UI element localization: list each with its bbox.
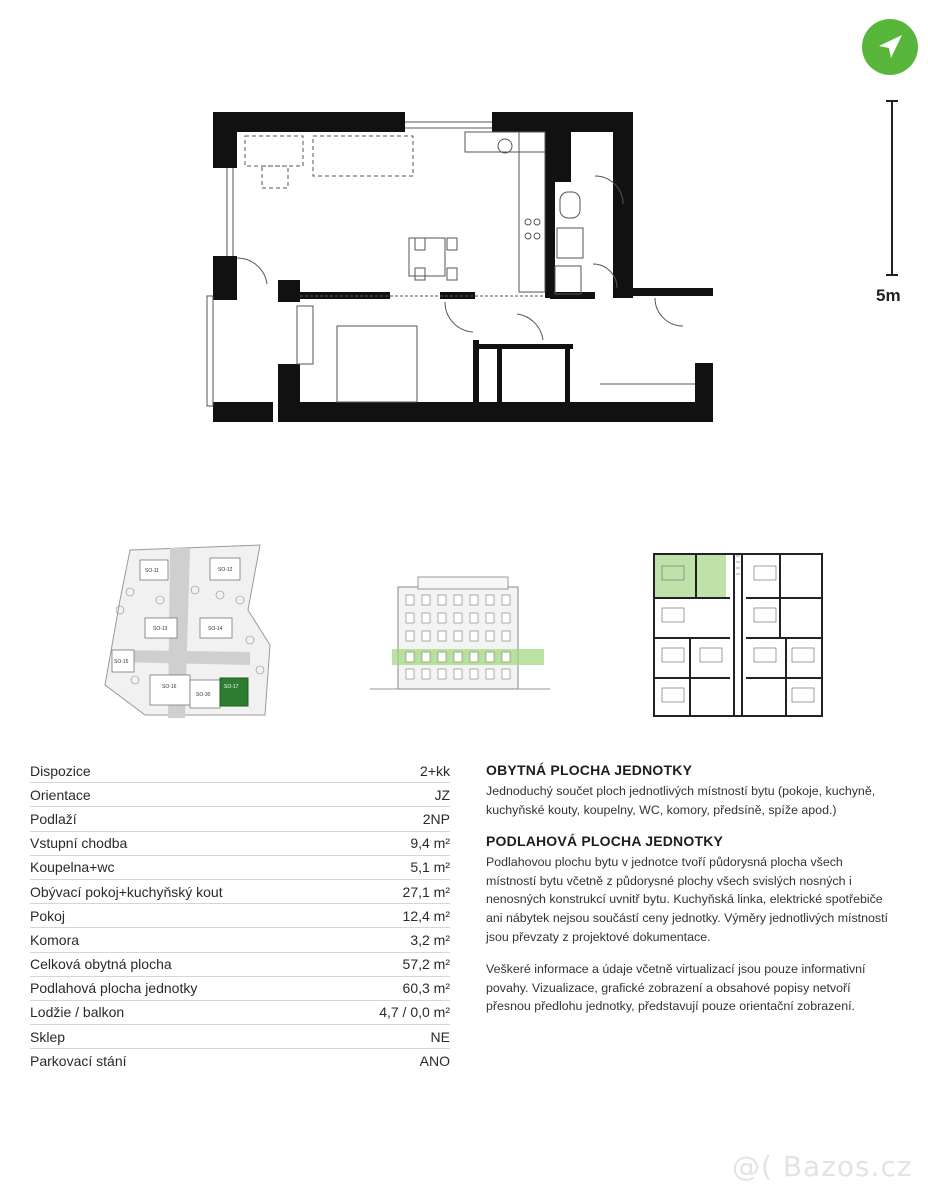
spec-value: 9,4 m² — [410, 835, 450, 852]
spec-label: Koupelna+wc — [30, 859, 115, 876]
site-label: SO-13 — [153, 626, 168, 632]
spec-row — [30, 977, 450, 1001]
site-label: SO-12 — [218, 567, 233, 573]
obytna-plocha-heading: OBYTNÁ PLOCHA JEDNOTKY — [486, 762, 693, 778]
disclaimer-text: Veškeré informace a údaje včetně virtualizací jsou pouze informativní povahy. Vizualizace, grafické zobrazení a obsahové popisy netvoří přesnou předlohu jednotky, představují pouze orientační zobrazení. — [486, 962, 866, 1014]
spec-row — [30, 1001, 450, 1025]
spec-row — [30, 759, 450, 783]
spec-row — [30, 856, 450, 880]
spec-value: 2+kk — [420, 762, 450, 779]
scale-label: 5m — [876, 286, 901, 305]
spec-value: 60,3 m² — [402, 980, 450, 997]
spec-value: ANO — [419, 1053, 450, 1070]
building-elevation — [370, 575, 550, 695]
spec-value: 4,7 / 0,0 m² — [379, 1004, 450, 1021]
spec-value: 27,1 m² — [402, 883, 450, 900]
spec-row — [30, 953, 450, 977]
podlahova-plocha-text: Podlahovou plochu bytu v jednotce tvoří půdorysná plocha všech místností bytu včetně z půdorysné plochy všech svislých nosných i nenosných konstrukcí uvnitř bytu. Kuchyňská linka, elektrické spotřebiče ani nábytek nejsou součástí ceny jednotky. Výměry jednotlivých místností jsou převzaty z projektové dokumentace. — [486, 855, 888, 944]
north-arrow-icon — [862, 19, 918, 75]
spec-row — [30, 832, 450, 856]
elevation-floor-highlight — [392, 649, 544, 665]
site-label: SO-14 — [208, 626, 223, 632]
site-label: SO-16 — [162, 684, 177, 690]
spec-label: Sklep — [30, 1028, 66, 1045]
spec-label: Celková obytná plocha — [30, 956, 172, 973]
spec-value: 57,2 m² — [402, 956, 450, 973]
spec-row — [30, 1025, 450, 1049]
obytna-plocha-text: Jednoduchý součet ploch jednotlivých místností bytu (pokoje, kuchyně, kuchyňské kouty, koupelny, WC, komory, předsíně, spíže apod.) — [486, 784, 876, 817]
unit-highlight — [654, 554, 726, 598]
scale-bar — [884, 100, 900, 276]
spec-row — [30, 928, 450, 952]
spec-label: Obývací pokoj+kuchyňský kout — [30, 883, 223, 900]
spec-row — [30, 783, 450, 807]
spec-label: Podlaží — [30, 810, 77, 827]
spec-label: Parkovací stání — [30, 1053, 127, 1070]
watermark: @( Bazos.cz — [732, 1150, 913, 1183]
spec-value: 5,1 m² — [410, 859, 450, 876]
spec-value: JZ — [434, 786, 450, 803]
spec-label: Dispozice — [30, 762, 91, 779]
site-plan — [100, 540, 280, 718]
notes-panel — [486, 762, 896, 1030]
site-label: SO-11 — [145, 568, 160, 574]
site-label: SO-30 — [196, 692, 211, 698]
spec-row — [30, 1049, 450, 1073]
spec-label: Vstupní chodba — [30, 835, 128, 852]
spec-label: Podlahová plocha jednotky — [30, 980, 198, 997]
spec-value: 2NP — [422, 810, 450, 827]
site-label: SO-17 — [224, 684, 239, 690]
spec-label: Komora — [30, 931, 80, 948]
spec-value: NE — [430, 1028, 450, 1045]
spec-row — [30, 904, 450, 928]
spec-table — [30, 759, 450, 1073]
spec-row — [30, 807, 450, 831]
spec-label: Lodžie / balkon — [30, 1004, 125, 1021]
spec-label: Pokoj — [30, 907, 66, 924]
floor-plan — [205, 108, 720, 428]
spec-label: Orientace — [30, 786, 91, 803]
podlahova-plocha-heading: PODLAHOVÁ PLOCHA JEDNOTKY — [486, 833, 724, 850]
spec-value: 12,4 m² — [402, 907, 450, 924]
spec-row — [30, 880, 450, 904]
floor-key-plan — [650, 548, 825, 720]
site-label: SO-15 — [114, 659, 129, 665]
spec-value: 3,2 m² — [410, 931, 450, 948]
site-highlight — [220, 678, 248, 706]
